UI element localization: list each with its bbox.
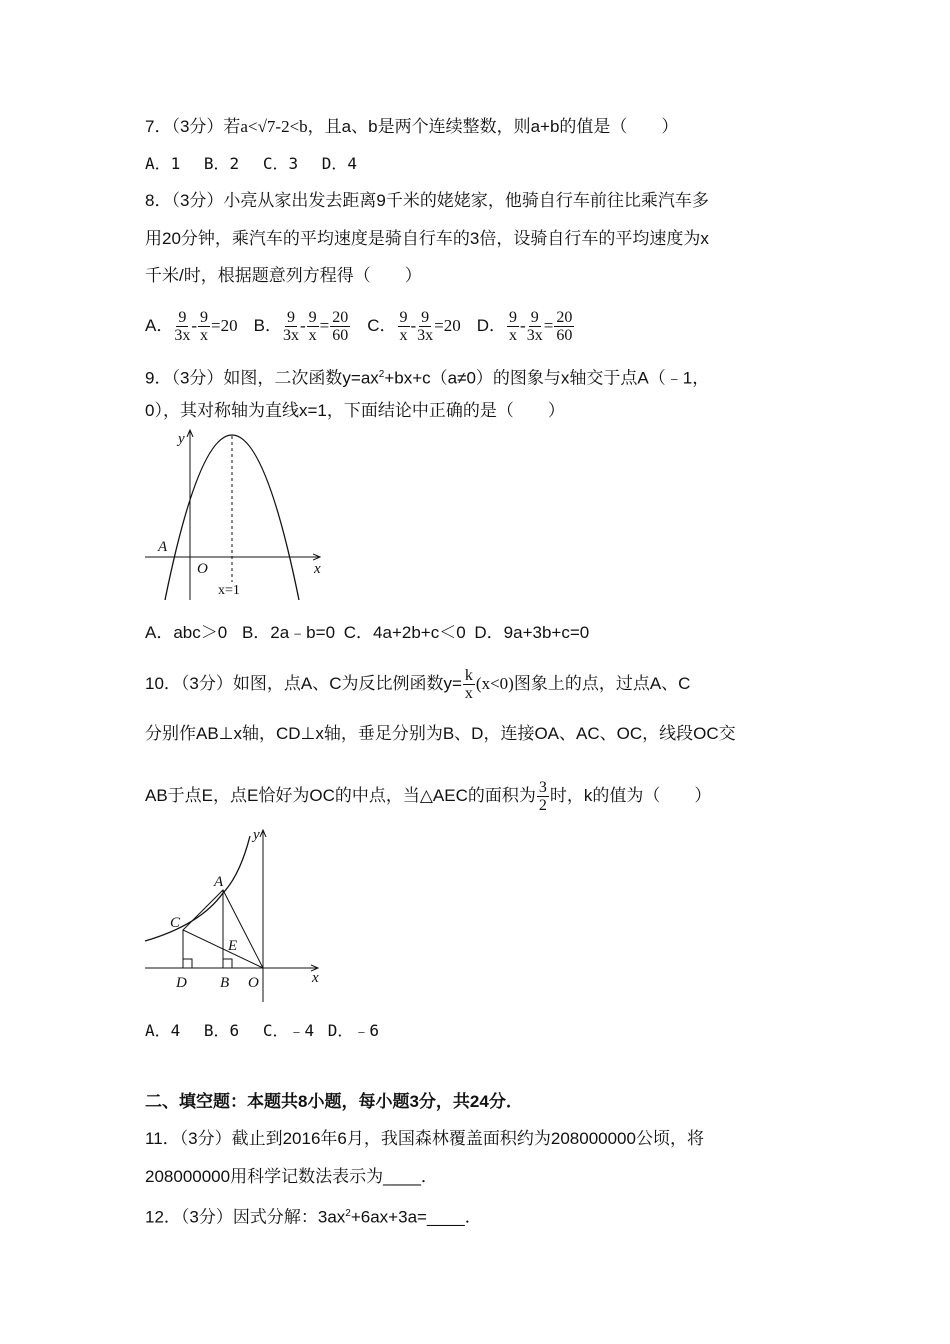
parabola-figure <box>145 430 321 600</box>
q7-sqrt: √7 <box>257 117 276 136</box>
option-c[interactable]: C．4a+2b+c＜0 <box>343 623 466 642</box>
operator: - <box>410 316 417 335</box>
option-c[interactable]: C．3 <box>262 154 299 173</box>
section-heading: 二、填空题：本题共8小题，每小题3分，共24分． <box>145 1092 523 1111</box>
q7-minus: -2 <box>275 117 290 136</box>
denominator: x <box>464 685 473 703</box>
q9-text-b: +bx+c（a≠0）的图象与x轴交于点A（﹣1， <box>384 368 710 388</box>
numerator: 20 <box>556 309 573 327</box>
operator: - <box>191 316 198 335</box>
numerator: 9 <box>421 309 430 327</box>
q9-sup: 2 <box>378 369 385 380</box>
option-label: A． <box>145 316 174 335</box>
denominator: 3x <box>417 327 434 345</box>
equals: = <box>319 316 330 335</box>
q7-lt2: < <box>289 117 300 136</box>
result: 20 <box>443 316 461 335</box>
q10-text-d: 时，k的值为（ ） <box>549 786 712 805</box>
q10-options <box>145 1020 379 1042</box>
q10-cond: (x<0) <box>475 674 514 693</box>
option-a[interactable]: A．1 <box>145 154 181 173</box>
numerator: 9 <box>286 309 295 327</box>
denominator: x <box>308 327 317 345</box>
label-e: E <box>228 938 238 954</box>
result: 20 <box>220 316 238 335</box>
hyperbola-curve <box>145 836 250 941</box>
equals: = <box>434 316 444 335</box>
numerator: 9 <box>200 309 209 327</box>
option-d[interactable]: D．9a+3b+c=0 <box>474 623 590 642</box>
numerator: 20 <box>332 309 349 327</box>
right-angle-d <box>183 959 192 968</box>
numerator: 9 <box>178 309 187 327</box>
q8-line-3: 千米/时，根据题意列方程得（ ） <box>145 266 422 285</box>
numerator: 9 <box>399 309 408 327</box>
q7-b: b <box>299 117 308 136</box>
option-b[interactable]: B．2a﹣b=0 <box>241 623 336 642</box>
q11-line-2: 208000000用科学记数法表示为____． <box>145 1167 438 1186</box>
option-a[interactable]: A．4 <box>145 1021 181 1040</box>
hyperbola-figure <box>145 827 319 1002</box>
denominator: 2 <box>538 797 547 815</box>
q12-text-a: 12．（3分）因式分解：3ax <box>145 1207 346 1227</box>
q7-lt: < <box>247 117 258 136</box>
label-b: B <box>220 975 230 991</box>
three-halves <box>537 779 549 814</box>
q10-line-3 <box>145 776 711 816</box>
right-angle-b <box>223 959 232 968</box>
denominator: 60 <box>332 327 349 345</box>
label-o: O <box>197 561 208 577</box>
option-label: C． <box>367 316 397 335</box>
operator: - <box>299 316 306 335</box>
equals: = <box>211 316 221 335</box>
denominator: x <box>509 327 518 345</box>
denominator: 3x <box>282 327 299 345</box>
denominator: x <box>399 327 408 345</box>
denominator: 3x <box>526 327 543 345</box>
denominator: 3x <box>174 327 191 345</box>
q9-line-2: 0），其对称轴为直线x=1，下面结论中正确的是（ ） <box>145 401 565 420</box>
q12-sup: 2 <box>345 1208 351 1219</box>
option-d[interactable]: D．4 <box>321 154 358 173</box>
label-a: A <box>214 874 224 890</box>
option-label: D． <box>476 316 507 335</box>
numerator: 9 <box>308 309 317 327</box>
option-b[interactable]: B．6 <box>203 1021 240 1040</box>
label-y: y <box>178 431 185 447</box>
q8-line-2: 用20分钟，乘汽车的平均速度是骑自行车的3倍，设骑自行车的平均速度为x <box>145 229 709 248</box>
q12-text-b: +6ax+3a=____． <box>350 1207 482 1227</box>
label-x: x <box>314 561 321 577</box>
k-over-x <box>463 667 475 702</box>
q10-text-a: 10．（3分）如图，点A、C为反比例函数y= <box>145 674 462 693</box>
numerator: 9 <box>509 309 518 327</box>
numerator: k <box>464 667 473 685</box>
label-x: x <box>312 970 319 986</box>
option-d[interactable]: D．﹣6 <box>327 1021 380 1040</box>
q7-rest: ，且a、b是两个连续整数，则a+b的值是（ ） <box>307 117 679 136</box>
denominator: x <box>200 327 209 345</box>
numerator: 9 <box>530 309 539 327</box>
operator: - <box>520 316 526 335</box>
option-label: B． <box>253 316 282 335</box>
label-o: O <box>248 975 259 991</box>
label-axis: x=1 <box>218 583 240 598</box>
option-a[interactable]: A．abc＞0 <box>145 623 228 642</box>
q10-line-2: 分别作AB⊥x轴，CD⊥x轴，垂足分别为B、D，连接OA、AC、OC，线段OC交 <box>145 724 736 743</box>
q11-line-1: 11．（3分）截止到2016年6月，我国森林覆盖面积约为208000000公顷，将 <box>145 1129 704 1148</box>
numerator: 3 <box>538 779 547 797</box>
q9-text-a: 9．（3分）如图，二次函数y=ax <box>145 368 379 388</box>
denominator: 60 <box>556 327 573 345</box>
q8-line-1: 8．（3分）小亮从家出发去距离9千米的姥姥家，他骑自行车前往比乘汽车多 <box>145 191 709 210</box>
label-d: D <box>176 975 187 991</box>
q9-options <box>145 622 589 644</box>
segments <box>183 890 263 968</box>
q7-stem: 7．（3分）若 <box>145 117 241 136</box>
q10-text-b: 图象上的点，过点A、C <box>513 674 691 693</box>
label-a: A <box>158 539 168 555</box>
q10-line-1 <box>145 664 690 704</box>
question-12 <box>145 1203 482 1229</box>
label-y: y <box>253 827 260 843</box>
label-c: C <box>170 915 181 931</box>
q7-a: a <box>240 117 248 136</box>
equals: = <box>543 316 554 335</box>
option-c[interactable]: C．﹣4 <box>262 1021 315 1040</box>
q10-text-c: AB于点E，点E恰好为OC的中点，当△AEC的面积为 <box>145 786 536 805</box>
option-b[interactable]: B．2 <box>203 154 240 173</box>
